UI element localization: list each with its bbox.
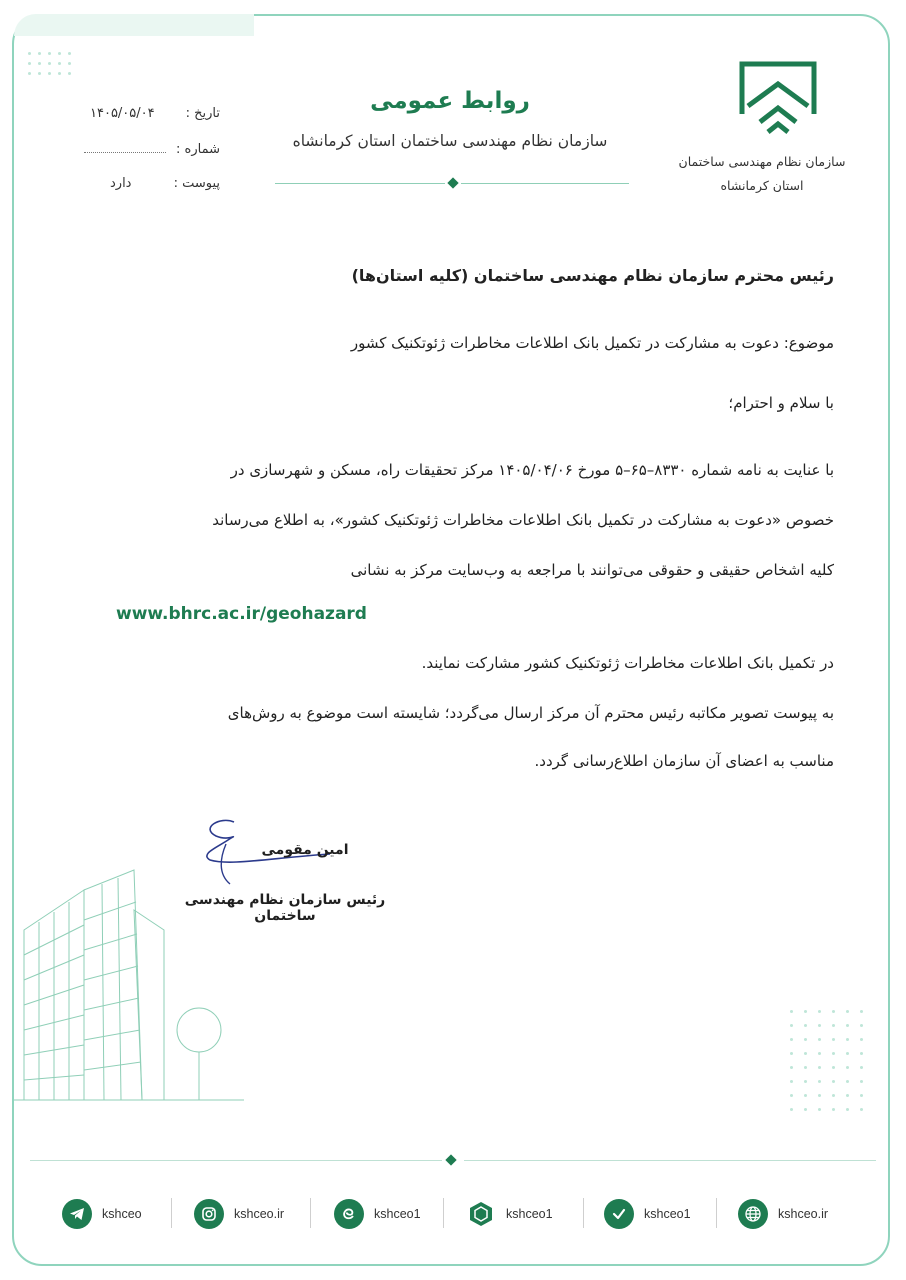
bale-icon: [604, 1199, 634, 1229]
addressee: رئیس محترم سازمان نظام مهندسی ساختمان (کلیه استان‌ها): [351, 266, 834, 285]
contact-instagram-label: kshceo.ir: [234, 1207, 285, 1221]
signer-name: امین مقومی: [261, 842, 349, 858]
meta-number: [80, 142, 220, 162]
footer-divider-right: [464, 1160, 876, 1161]
corner-band: [14, 14, 254, 36]
date-value: ۱۴۰۵/۰۵/۰۴: [90, 106, 155, 121]
eitaa-icon: [334, 1199, 364, 1229]
organization-logo: [738, 60, 818, 136]
footer-separator-5: [716, 1198, 717, 1228]
contact-website[interactable]: [738, 1196, 828, 1232]
telegram-icon: [62, 1199, 92, 1229]
number-value-line: [84, 152, 166, 153]
contact-telegram[interactable]: [62, 1196, 142, 1232]
attachment-label: پیوست :: [173, 176, 220, 191]
footer-separator-1: [171, 1198, 172, 1228]
contact-instagram[interactable]: [194, 1196, 284, 1232]
meta-attachment: [80, 176, 220, 196]
contact-eitaa-label: kshceo1: [374, 1207, 421, 1221]
footer-separator-4: [583, 1198, 584, 1228]
contact-eitaa[interactable]: [334, 1196, 421, 1232]
body-line-3: کلیه اشخاص حقیقی و حقوقی می‌توانند با مراجعه به وب‌سایت مرکز به نشانی: [350, 561, 834, 579]
instagram-icon: [194, 1199, 224, 1229]
globe-icon: [738, 1199, 768, 1229]
contact-website-label: kshceo.ir: [778, 1207, 829, 1221]
attachment-value: دارد: [110, 176, 132, 191]
page-subtitle: سازمان نظام مهندسی ساختمان استان کرمانشاه: [292, 132, 608, 150]
meta-date: [80, 106, 220, 126]
contact-bale-label: kshceo1: [644, 1207, 691, 1221]
signer-title: رئیس سازمان نظام مهندسی ساختمان: [184, 892, 386, 924]
decor-dots-top-left: [28, 52, 78, 86]
org-name-line2: استان کرمانشاه: [720, 178, 804, 193]
header-divider-right: [461, 183, 629, 184]
header-divider-left: [275, 183, 445, 184]
page-title: روابط عمومی: [370, 88, 530, 114]
org-name-line1: سازمان نظام مهندسی ساختمان: [678, 154, 846, 169]
body-line-4: در تکمیل بانک اطلاعات مخاطرات ژئوتکنیک کشور مشارکت نمایند.: [421, 654, 834, 672]
body-line-5: به پیوست تصویر مکاتبه رئیس محترم آن مرکز ارسال می‌گردد؛ شایسته است موضوع به روش‌های: [227, 704, 834, 722]
footer-separator-2: [310, 1198, 311, 1228]
decor-dots-bottom-right: [790, 1010, 870, 1130]
contact-bale[interactable]: [604, 1196, 691, 1232]
number-label: شماره :: [176, 142, 220, 157]
footer-divider-left: [30, 1160, 442, 1161]
footer-separator-3: [443, 1198, 444, 1228]
date-label: تاریخ :: [185, 106, 220, 121]
contact-rubika[interactable]: [466, 1196, 553, 1232]
subject-line: موضوع: دعوت به مشارکت در تکمیل بانک اطلاعات مخاطرات ژئوتکنیک کشور: [350, 334, 834, 352]
contact-rubika-label: kshceo1: [506, 1207, 553, 1221]
website-link[interactable]: www.bhrc.ac.ir/geohazard: [116, 604, 367, 624]
body-line-1: با عنایت به نامه شماره ۸۳۳۰–۶۵–۵ مورخ ۱۴۰۵/۰۴/۰۶ مرکز تحقیقات راه، مسکن و شهرسازی در: [230, 461, 834, 479]
contact-telegram-label: kshceo: [102, 1207, 142, 1221]
building-illustration: [14, 830, 244, 1110]
body-line-6: مناسب به اعضای آن سازمان اطلاع‌رسانی گردد.: [534, 752, 834, 770]
rubika-icon: [466, 1199, 496, 1229]
greeting: با سلام و احترام؛: [728, 394, 834, 412]
organization-name: [662, 150, 862, 198]
body-line-2: خصوص «دعوت به مشارکت در تکمیل بانک اطلاعات مخاطرات ژئوتکنیک کشور»، به اطلاع می‌رساند: [212, 511, 834, 529]
